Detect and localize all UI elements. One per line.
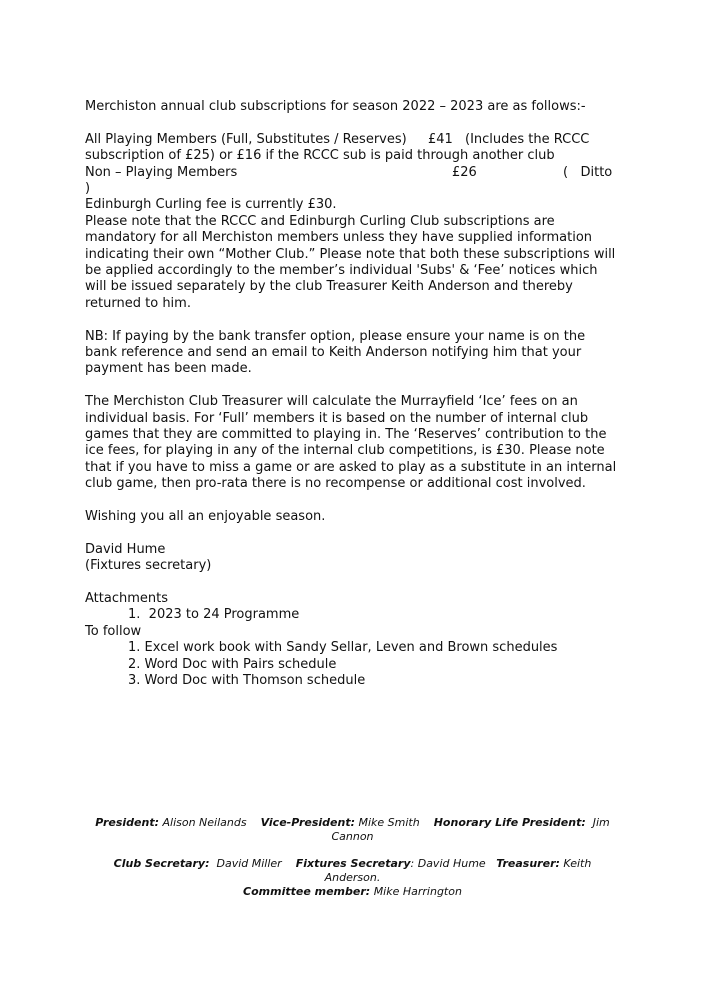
playing-members-amount: £41 (428, 131, 453, 147)
fixtures-secretary-name: : David Hume (410, 857, 486, 870)
non-playing-amount: £26 (452, 164, 477, 180)
edinburgh-fee: Edinburgh Curling fee is currently £30. (85, 197, 337, 213)
non-playing-ditto: ( Ditto (563, 164, 613, 180)
president-label: President: (95, 816, 159, 829)
club-secretary-label: Club Secretary: (113, 857, 210, 870)
non-playing-label: Non – Playing Members (85, 164, 238, 180)
footer-line-2 (85, 857, 620, 885)
spacer (85, 493, 620, 509)
spacer (85, 312, 620, 328)
attachment-item: 1. 2023 to 24 Programme (128, 607, 300, 623)
treasurer-label: Treasurer: (496, 857, 560, 870)
spacer (85, 575, 620, 591)
wishing-line: Wishing you all an enjoyable season. (85, 509, 326, 525)
playing-members-note: (Includes the RCCC (465, 131, 590, 147)
president-name: Alison Neilands (162, 816, 247, 829)
follow-item: 2. Word Doc with Pairs schedule (128, 656, 337, 672)
treasurer-name: Keith Anderson. (324, 857, 592, 884)
playing-members-label: All Playing Members (Full, Substitutes / Reserves) (85, 131, 407, 147)
follow-item: 1. Excel work book with Sandy Sellar, Leven and Brown schedules (128, 640, 558, 656)
committee-member-name: Mike Harrington (373, 885, 462, 898)
spacer (85, 115, 620, 131)
honorary-president-name: Jim Cannon (331, 816, 610, 843)
footer-officers (85, 816, 620, 899)
fixtures-secretary-label: Fixtures Secretary (295, 857, 411, 870)
vice-president-name: Mike Smith (358, 816, 420, 829)
spacer (85, 525, 620, 541)
spacer (85, 378, 620, 394)
intro-line: Merchiston annual club subscriptions for season 2022 – 2023 are as follows:- (85, 99, 586, 114)
attachments-heading: Attachments (85, 591, 168, 607)
to-follow-heading: To follow (85, 623, 142, 639)
honorary-president-label: Honorary Life President: (433, 816, 586, 829)
follow-item: 3. Word Doc with Thomson schedule (128, 673, 366, 689)
signature-name: David Hume (85, 541, 166, 557)
footer-line-1 (85, 816, 620, 844)
letter-body (85, 99, 620, 690)
signature-role: (Fixtures secretary) (85, 558, 212, 574)
nb-paragraph: NB: If paying by the bank transfer option, please ensure your name is on the bank reference and send an email to Keith Anderson notifying him that your payment has been made. (85, 328, 586, 377)
playing-members-subscription: subscription of £25) or £16 if the RCCC sub is paid through another club (85, 148, 555, 164)
footer-line-3 (85, 885, 620, 899)
committee-member-label: Committee member: (243, 885, 371, 898)
non-playing-row (85, 165, 620, 181)
playing-members-row (85, 132, 620, 148)
non-playing-close: ) (85, 180, 91, 196)
mandatory-paragraph: Please note that the RCCC and Edinburgh Curling Club subscriptions are mandatory for all Merchiston members unless they have supplied information indicating their own “Mother Club.” Please note that both these subscriptions will be applied accordingly to the member’s individual 'Subs' & ‘Fee’ notices which will be issued separately by the club Treasurer Keith Anderson and thereby returned to him. (85, 213, 616, 311)
club-secretary-name: David Miller (216, 857, 282, 870)
vice-president-label: Vice-President: (260, 816, 355, 829)
ice-fees-paragraph: The Merchiston Club Treasurer will calculate the Murrayfield ‘Ice’ fees on an individual basis. For ‘Full’ members it is based on the number of internal club games that they are committed to playing in. The ‘Reserves’ contribution to the ice fees, for playing in any of the internal club competitions, is £30. Please note that if you have to miss a game or are asked to play as a substitute in an internal club game, then pro-rata there is no recompense or additional cost involved. (85, 394, 617, 492)
